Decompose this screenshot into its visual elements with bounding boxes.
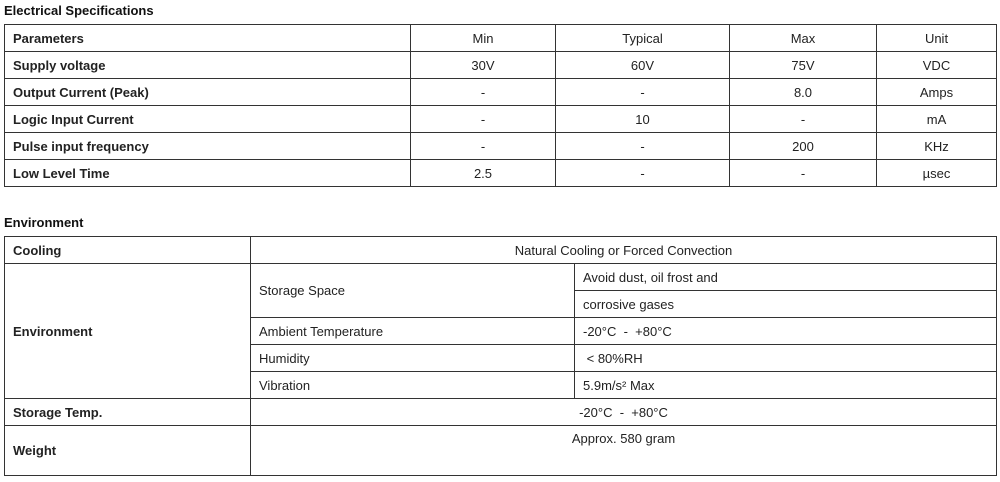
unit-value: Amps [877,79,997,106]
cooling-row [5,237,997,264]
header-parameters: Parameters [5,25,411,52]
weight-label: Weight [5,426,251,476]
header-unit: Unit [877,25,997,52]
max-value: - [730,160,877,187]
table-header-row [5,25,997,52]
header-max: Max [730,25,877,52]
min-value: - [411,106,556,133]
storage-space-label: Storage Space [251,264,575,318]
min-value: - [411,79,556,106]
header-min: Min [411,25,556,52]
unit-value: mA [877,106,997,133]
parameter-name: Low Level Time [5,160,411,187]
ambient-temperature-label: Ambient Temperature [251,318,575,345]
parameter-name: Output Current (Peak) [5,79,411,106]
typical-value: - [556,79,730,106]
typical-value: - [556,160,730,187]
vibration-label: Vibration [251,372,575,399]
unit-value: KHz [877,133,997,160]
storage-temp-value: -20°C - +80°C [251,399,997,426]
header-typical: Typical [556,25,730,52]
table-row [5,79,997,106]
environment-label: Environment [5,264,251,399]
cooling-label: Cooling [5,237,251,264]
storage-temp-row [5,399,997,426]
min-value: - [411,133,556,160]
vibration-value: 5.9m/s² Max [575,372,997,399]
typical-value: 60V [556,52,730,79]
unit-value: VDC [877,52,997,79]
typical-value: 10 [556,106,730,133]
table-row [5,160,997,187]
ambient-temperature-value: -20°C - +80°C [575,318,997,345]
environment-table [4,236,997,476]
parameter-name: Pulse input frequency [5,133,411,160]
weight-value: Approx. 580 gram [251,426,997,476]
max-value: 200 [730,133,877,160]
humidity-value: < 80%RH [575,345,997,372]
max-value: 8.0 [730,79,877,106]
max-value: - [730,106,877,133]
parameter-name: Logic Input Current [5,106,411,133]
table-row [5,133,997,160]
storage-temp-label: Storage Temp. [5,399,251,426]
electrical-specifications-title: Electrical Specifications [4,3,154,18]
table-row [5,52,997,79]
max-value: 75V [730,52,877,79]
unit-value: µsec [877,160,997,187]
parameter-name: Supply voltage [5,52,411,79]
environment-title: Environment [4,215,84,230]
storage-space-value-line1: Avoid dust, oil frost and [575,264,997,291]
cooling-value: Natural Cooling or Forced Convection [251,237,997,264]
weight-row [5,426,997,476]
environment-row-storage-space [5,264,997,291]
min-value: 30V [411,52,556,79]
electrical-specifications-table [4,24,997,187]
humidity-label: Humidity [251,345,575,372]
storage-space-value-line2: corrosive gases [575,291,997,318]
min-value: 2.5 [411,160,556,187]
table-row [5,106,997,133]
typical-value: - [556,133,730,160]
